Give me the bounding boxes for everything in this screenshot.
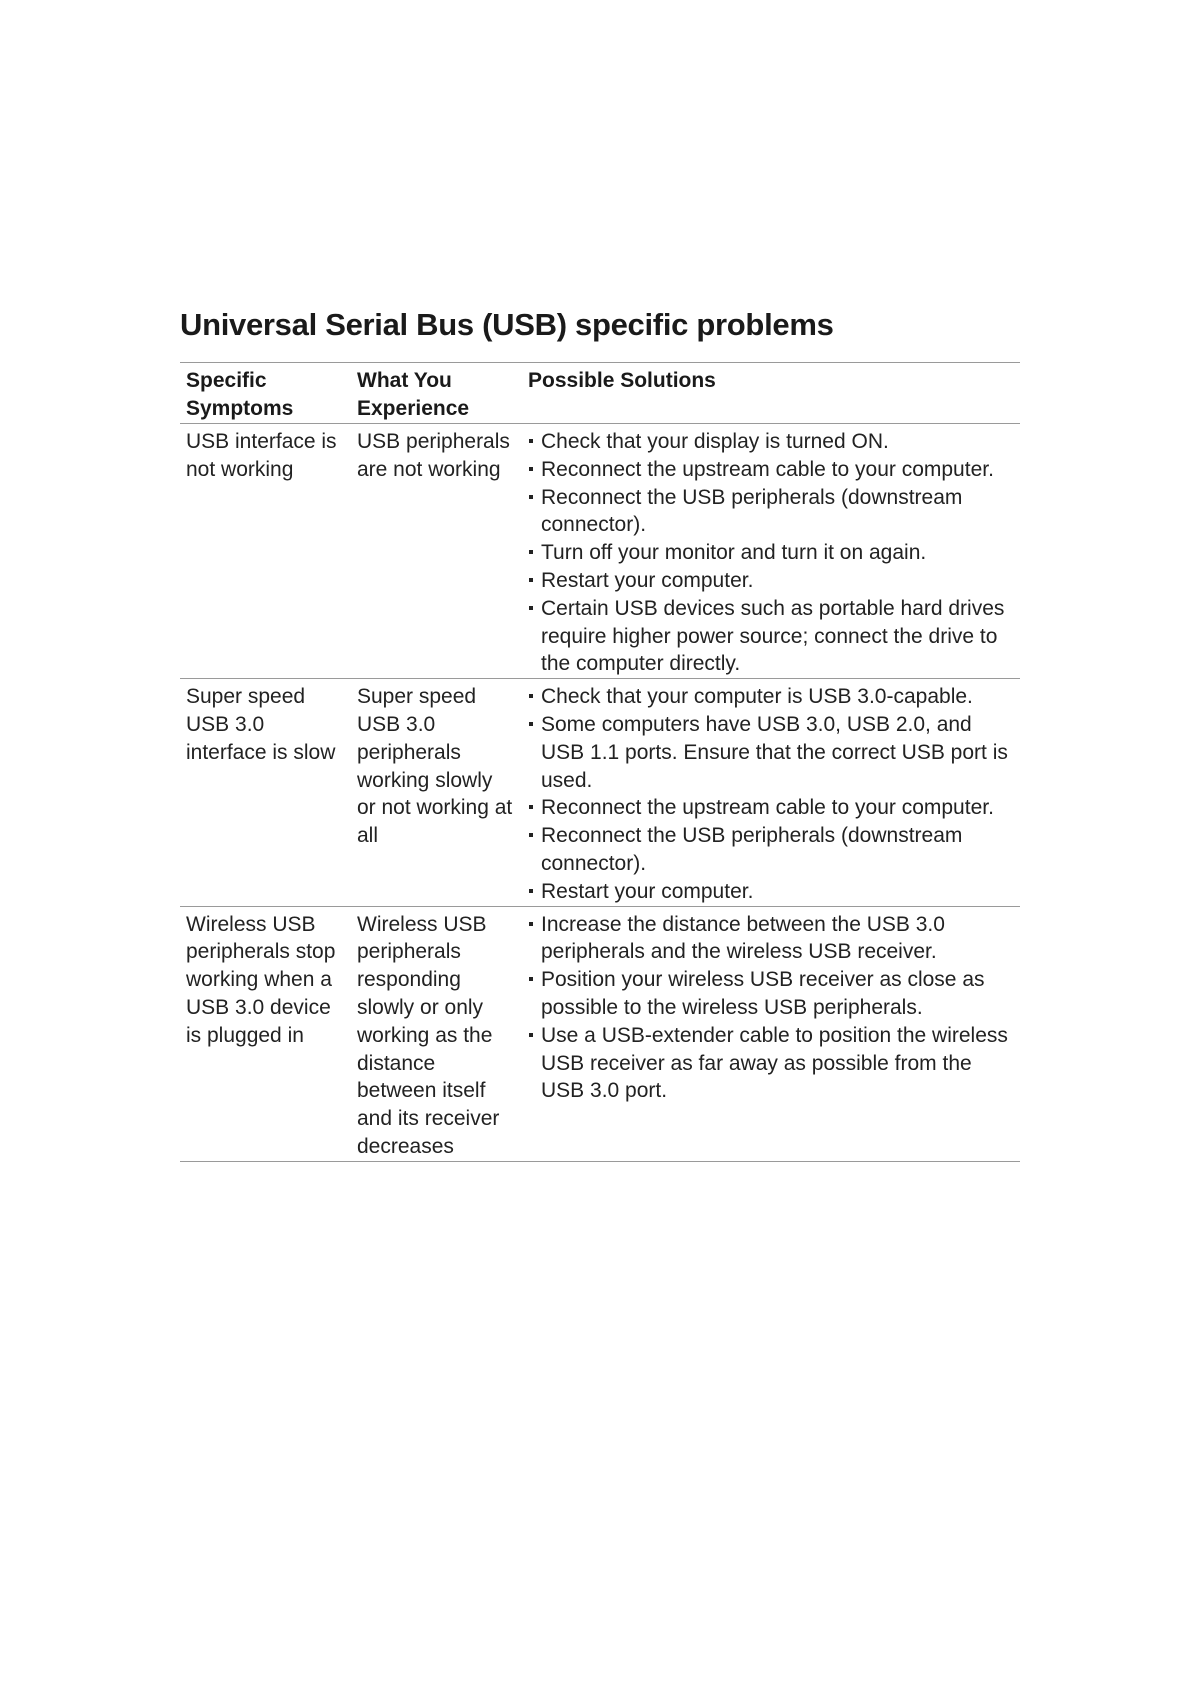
troubleshooting-table — [180, 362, 1020, 1162]
solution-item: Reconnect the upstream cable to your computer. — [528, 794, 1020, 822]
solution-item: Restart your computer. — [528, 878, 1020, 906]
solution-item: Reconnect the upstream cable to your computer. — [528, 456, 1020, 484]
solution-item: Check that your display is turned ON. — [528, 428, 1020, 456]
experience-cell: Wireless USB peripherals responding slowly or only working as the distance between itself and its receiver decreases — [357, 912, 500, 1158]
symptom-cell: USB interface is not working — [186, 430, 337, 481]
page-title: Universal Serial Bus (USB) specific problems — [180, 307, 834, 342]
solutions-list — [528, 683, 1020, 905]
header-what-you-experience: What You Experience — [357, 369, 470, 420]
solution-item: Position your wireless USB receiver as close as possible to the wireless USB peripherals. — [528, 966, 1020, 1022]
experience-cell: USB peripherals are not working — [357, 430, 510, 481]
table-row — [180, 679, 1020, 906]
solutions-cell — [522, 679, 1020, 906]
table-header-row — [180, 363, 1020, 424]
header-specific-symptoms: Specific Symptoms — [186, 369, 294, 420]
solution-item: Certain USB devices such as portable hard drives require higher power source; connect the drive to the computer directly. — [528, 595, 1020, 678]
solution-item: Use a USB-extender cable to position the wireless USB receiver as far away as possible from the USB 3.0 port. — [528, 1022, 1020, 1105]
solution-item: Restart your computer. — [528, 567, 1020, 595]
table-row — [180, 424, 1020, 679]
solutions-cell — [522, 906, 1020, 1161]
solution-item: Increase the distance between the USB 3.0 peripherals and the wireless USB receiver. — [528, 911, 1020, 967]
document-page — [180, 306, 1020, 1162]
experience-cell: Super speed USB 3.0 peripherals working slowly or not working at all — [357, 685, 513, 848]
solutions-cell — [522, 424, 1020, 679]
solution-item: Reconnect the USB peripherals (downstream connector). — [528, 484, 1020, 540]
symptom-cell: Wireless USB peripherals stop working when a USB 3.0 device is plugged in — [186, 912, 336, 1047]
solution-item: Some computers have USB 3.0, USB 2.0, and USB 1.1 ports. Ensure that the correct USB port is used. — [528, 711, 1020, 794]
symptom-cell: Super speed USB 3.0 interface is slow — [186, 685, 336, 764]
solutions-list — [528, 428, 1020, 678]
solution-item: Check that your computer is USB 3.0-capable. — [528, 683, 1020, 711]
solutions-list — [528, 911, 1020, 1106]
header-possible-solutions: Possible Solutions — [528, 369, 716, 392]
table-row — [180, 906, 1020, 1161]
solution-item: Reconnect the USB peripherals (downstream connector). — [528, 822, 1020, 878]
solution-item: Turn off your monitor and turn it on again. — [528, 539, 1020, 567]
